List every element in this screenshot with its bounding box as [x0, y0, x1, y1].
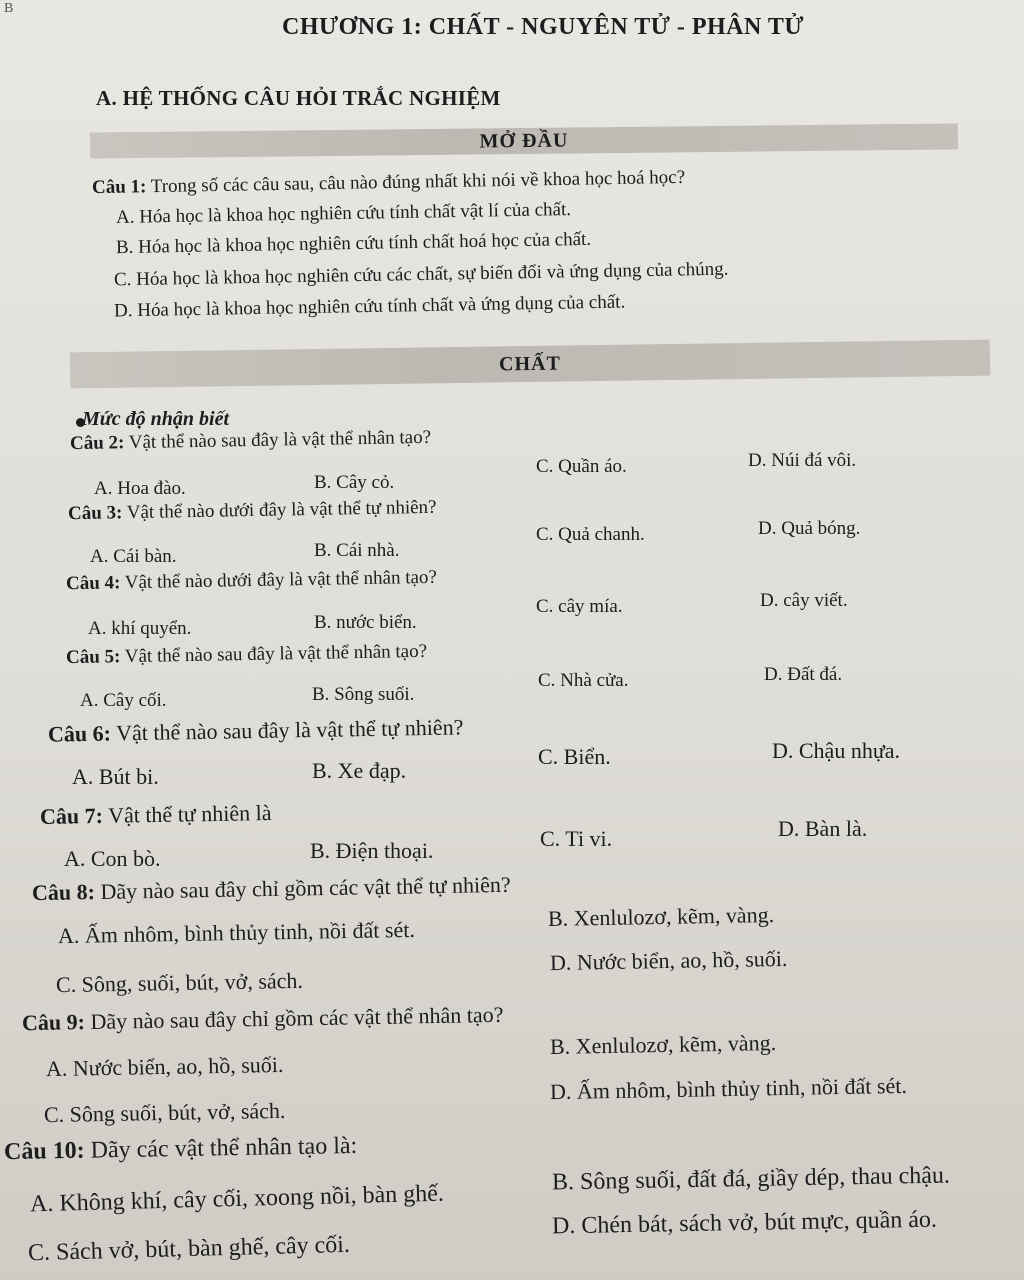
question-text: Vật thể nào sau đây là vật thể tự nhiên?: [115, 714, 464, 746]
question-label: Câu 3:: [67, 502, 123, 525]
question-label: Câu 6:: [47, 720, 112, 747]
option-q9-d: D. Ấm nhôm, bình thủy tinh, nồi đất sét.: [549, 1072, 908, 1105]
option-q1-d: D. Hóa học là khoa học nghiên cứu tính chất và ứng dụng của chất.: [113, 291, 626, 322]
option-q1-c: C. Hóa học là khoa học nghiên cứu các chất, sự biến đổi và ứng dụng của chúng.: [113, 258, 729, 291]
option-q4-c: C. cây mía.: [536, 596, 623, 617]
option-q4-b: B. nước biển.: [314, 612, 417, 633]
option-q10-d: D. Chén bát, sách vở, bút mực, quần áo.: [551, 1206, 938, 1240]
question-3: [68, 497, 437, 525]
question-label: Câu 7:: [39, 802, 104, 830]
option-q1-a: A. Hóa học là khoa học nghiên cứu tính chất vật lí của chất.: [115, 199, 572, 228]
option-q2-b: B. Cây cỏ.: [314, 472, 395, 493]
option-q6-d: D. Chậu nhựa.: [772, 738, 901, 763]
question-9: [22, 1002, 504, 1036]
question-6: [48, 714, 464, 747]
option-q2-c: C. Quần áo.: [536, 456, 627, 477]
option-q2-a: A. Hoa đào.: [94, 478, 186, 499]
intro-band: [90, 123, 958, 158]
option-q3-b: B. Cái nhà.: [314, 540, 400, 561]
option-q8-d: D. Nước biển, ao, hồ, suối.: [549, 945, 788, 976]
question-label: Câu 4:: [65, 572, 121, 595]
option-q2-d: D. Núi đá vôi.: [748, 450, 857, 471]
question-text: Vật thể tự nhiên là: [107, 799, 272, 828]
option-q4-a: A. khí quyển.: [88, 618, 192, 639]
question-label: Câu 9:: [21, 1009, 86, 1036]
level-label: Mức độ nhận biết: [82, 408, 230, 430]
chat-band-label: CHẤT: [498, 352, 562, 375]
intro-band-label: MỞ ĐẦU: [479, 129, 569, 152]
option-q9-b: B. Xenlulozơ, kẽm, vàng.: [549, 1030, 777, 1059]
option-q10-a: A. Không khí, cây cối, xoong nồi, bàn ghế.: [29, 1180, 445, 1218]
option-q9-c: C. Sông suối, bút, vở, sách.: [43, 1097, 286, 1128]
option-q5-d: D. Đất đá.: [764, 664, 843, 685]
option-q10-c: C. Sách vở, bút, bàn ghế, cây cối.: [27, 1231, 351, 1267]
question-4: [66, 567, 437, 595]
option-q4-d: D. cây viết.: [760, 590, 848, 611]
question-10: [4, 1133, 358, 1166]
question-label: Câu 1:: [91, 176, 147, 199]
chat-band: [70, 340, 990, 389]
option-q7-d: D. Bàn là.: [778, 816, 868, 841]
question-text: Dãy nào sau đây chỉ gồm các vật thể nhân tạo?: [90, 1001, 504, 1035]
question-2: [70, 427, 431, 455]
question-text: Vật thể nào dưới đây là vật thể nhân tạo?: [124, 566, 438, 594]
section-title: A. HỆ THỐNG CÂU HỎI TRẮC NGHIỆM: [96, 86, 501, 110]
option-q5-b: B. Sông suối.: [312, 684, 415, 705]
option-q8-b: B. Xenlulozơ, kẽm, vàng.: [547, 902, 775, 931]
question-7: [40, 800, 272, 830]
question-text: Dãy nào sau đây chỉ gồm các vật thể tự nhiên?: [100, 871, 511, 904]
question-label: Câu 10:: [3, 1137, 85, 1166]
question-5: [66, 641, 427, 669]
option-q5-a: A. Cây cối.: [80, 690, 167, 711]
question-text: Trong số các câu sau, câu nào đúng nhất khi nói về khoa học hoá học?: [150, 166, 686, 198]
question-text: Vật thể nào sau đây là vật thể nhân tạo?: [128, 426, 432, 454]
option-q3-a: A. Cái bàn.: [90, 546, 177, 567]
option-q6-b: B. Xe đạp.: [312, 758, 407, 783]
option-q7-b: B. Điện thoại.: [310, 838, 434, 863]
question-1: [92, 167, 685, 199]
option-q3-d: D. Quả bóng.: [758, 518, 861, 539]
option-q8-a: A. Ấm nhôm, bình thủy tinh, nồi đất sét.: [57, 916, 416, 949]
option-q8-c: C. Sông, suối, bút, vở, sách.: [55, 967, 304, 998]
question-label: Câu 5:: [65, 646, 121, 669]
question-label: Câu 2:: [69, 432, 125, 455]
option-q6-a: A. Bút bi.: [72, 764, 159, 789]
question-label: Câu 8:: [31, 879, 96, 906]
option-q7-c: C. Ti vi.: [540, 826, 613, 851]
option-q1-b: B. Hóa học là khoa học nghiên cứu tính chất hoá học của chất.: [115, 228, 592, 259]
option-q9-a: A. Nước biển, ao, hồ, suối.: [45, 1051, 284, 1082]
option-q3-c: C. Quả chanh.: [536, 524, 645, 545]
option-q7-a: A. Con bò.: [64, 846, 161, 871]
option-q5-c: C. Nhà cửa.: [538, 670, 629, 691]
question-8: [32, 872, 511, 906]
question-text: Dãy các vật thể nhân tạo là:: [90, 1132, 358, 1164]
chapter-title: CHƯƠNG 1: CHẤT - NGUYÊN TỬ - PHÂN TỬ: [282, 14, 804, 40]
question-text: Vật thể nào dưới đây là vật thể tự nhiên?: [126, 496, 437, 524]
corner-mark: B: [4, 1, 14, 16]
question-text: Vật thể nào sau đây là vật thể nhân tạo?: [124, 640, 428, 668]
option-q10-b: B. Sông suối, đất đá, giầy dép, thau chậu.: [551, 1162, 951, 1196]
option-q6-c: C. Biển.: [538, 744, 611, 769]
